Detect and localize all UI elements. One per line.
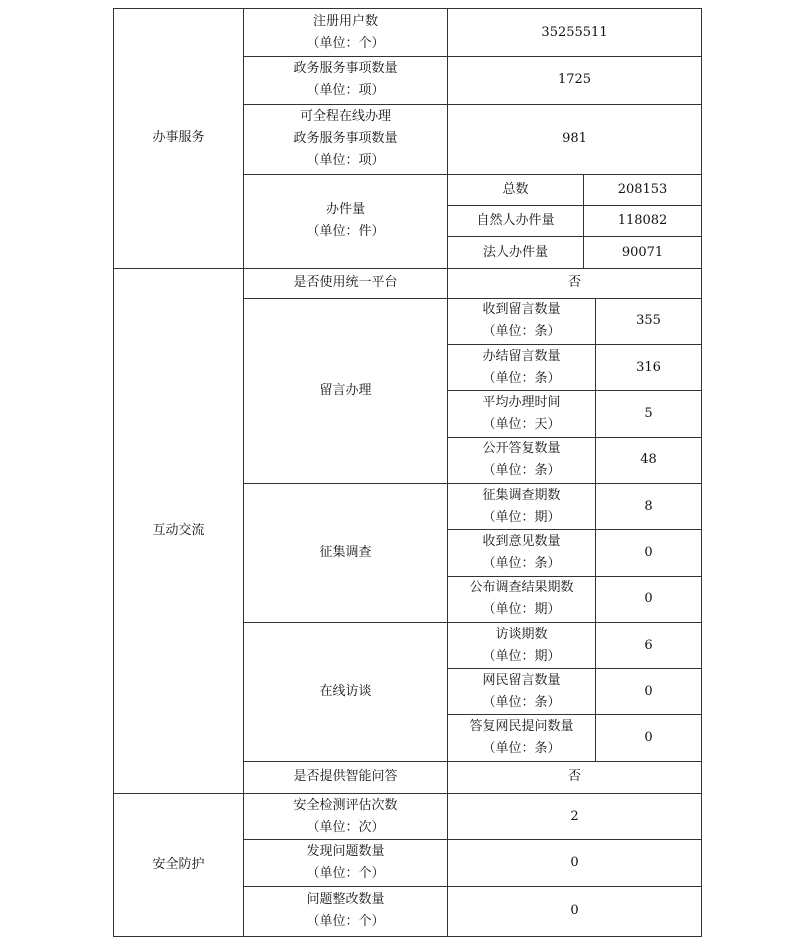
section-security: 安全防护 — [114, 793, 244, 936]
value-survey-results: 0 — [596, 576, 702, 622]
value-volume-natural: 118082 — [584, 206, 702, 237]
label-registered-users: 注册用户数 （单位：个） — [244, 9, 448, 57]
value-interview-messages: 0 — [596, 669, 702, 715]
value-items-count: 1725 — [448, 57, 702, 104]
value-messages-received: 355 — [596, 298, 702, 344]
label-assessments: 安全检测评估次数 （单位：次） — [244, 793, 448, 839]
label-interview: 在线访谈 — [244, 622, 448, 761]
label-volume-total: 总数 — [448, 175, 584, 206]
label-survey-periods: 征集调查期数 （单位：期） — [448, 483, 596, 529]
value-interview-answers: 0 — [596, 715, 702, 761]
value-survey-periods: 8 — [596, 483, 702, 529]
label-online-items: 可全程在线办理 政务服务事项数量 （单位：项） — [244, 104, 448, 174]
value-issues-fixed: 0 — [448, 886, 702, 936]
label-volume-natural: 自然人办件量 — [448, 206, 584, 237]
value-messages-closed: 316 — [596, 345, 702, 391]
label-messages-public-replies: 公开答复数量 （单位：条） — [448, 437, 596, 483]
value-messages-avg-time: 5 — [596, 391, 702, 437]
value-unified-platform: 否 — [448, 268, 702, 298]
label-interview-messages: 网民留言数量 （单位：条） — [448, 669, 596, 715]
label-survey: 征集调查 — [244, 483, 448, 622]
label-survey-results: 公布调查结果期数 （单位：期） — [448, 576, 596, 622]
label-messages-closed: 办结留言数量 （单位：条） — [448, 345, 596, 391]
gov-website-stats-table — [113, 8, 702, 937]
label-unified-platform: 是否使用统一平台 — [244, 268, 448, 298]
value-assessments: 2 — [448, 793, 702, 839]
label-volume: 办件量 （单位：件） — [244, 175, 448, 269]
value-smart-qa: 否 — [448, 761, 702, 793]
label-issues-found: 发现问题数量 （单位：个） — [244, 840, 448, 886]
value-interview-periods: 6 — [596, 622, 702, 668]
section-interaction: 互动交流 — [114, 268, 244, 793]
label-survey-opinions: 收到意见数量 （单位：条） — [448, 530, 596, 576]
label-smart-qa: 是否提供智能问答 — [244, 761, 448, 793]
label-volume-legal: 法人办件量 — [448, 237, 584, 268]
label-messages-avg-time: 平均办理时间 （单位：天） — [448, 391, 596, 437]
value-online-items: 981 — [448, 104, 702, 174]
value-volume-total: 208153 — [584, 175, 702, 206]
value-registered-users: 35255511 — [448, 9, 702, 57]
value-issues-found: 0 — [448, 840, 702, 886]
label-messages: 留言办理 — [244, 298, 448, 483]
value-volume-legal: 90071 — [584, 237, 702, 268]
value-survey-opinions: 0 — [596, 530, 702, 576]
label-issues-fixed: 问题整改数量 （单位：个） — [244, 886, 448, 936]
label-interview-periods: 访谈期数 （单位：期） — [448, 622, 596, 668]
label-items-count: 政务服务事项数量 （单位：项） — [244, 57, 448, 104]
section-services: 办事服务 — [114, 9, 244, 269]
value-messages-public-replies: 48 — [596, 437, 702, 483]
label-messages-received: 收到留言数量 （单位：条） — [448, 298, 596, 344]
label-interview-answers: 答复网民提问数量 （单位：条） — [448, 715, 596, 761]
